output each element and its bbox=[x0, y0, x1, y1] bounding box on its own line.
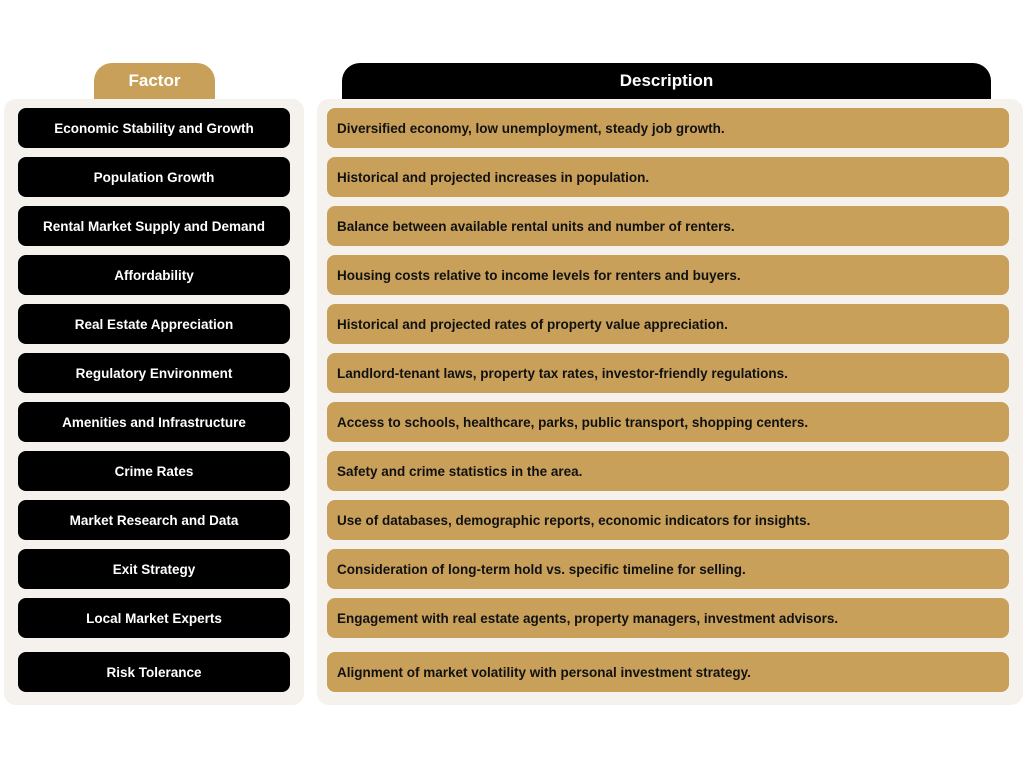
table-row bbox=[0, 451, 1024, 491]
description-cell: Balance between available rental units and number of renters. bbox=[327, 206, 1009, 246]
table-row bbox=[0, 402, 1024, 442]
description-cell: Access to schools, healthcare, parks, public transport, shopping centers. bbox=[327, 402, 1009, 442]
description-cell: Consideration of long-term hold vs. specific timeline for selling. bbox=[327, 549, 1009, 589]
description-cell: Engagement with real estate agents, property managers, investment advisors. bbox=[327, 598, 1009, 638]
table-row bbox=[0, 206, 1024, 246]
factor-cell: Exit Strategy bbox=[18, 549, 290, 589]
factor-cell: Economic Stability and Growth bbox=[18, 108, 290, 148]
factor-cell: Market Research and Data bbox=[18, 500, 290, 540]
table-row bbox=[0, 549, 1024, 589]
table-row bbox=[0, 598, 1024, 638]
description-cell: Historical and projected rates of property value appreciation. bbox=[327, 304, 1009, 344]
table-row bbox=[0, 255, 1024, 295]
table-row bbox=[0, 652, 1024, 692]
table-row bbox=[0, 500, 1024, 540]
factor-cell: Local Market Experts bbox=[18, 598, 290, 638]
description-cell: Alignment of market volatility with personal investment strategy. bbox=[327, 652, 1009, 692]
factor-cell: Rental Market Supply and Demand bbox=[18, 206, 290, 246]
description-cell: Housing costs relative to income levels for renters and buyers. bbox=[327, 255, 1009, 295]
factor-cell: Affordability bbox=[18, 255, 290, 295]
table-row bbox=[0, 157, 1024, 197]
description-header-label: Description bbox=[619, 71, 714, 90]
table-row bbox=[0, 304, 1024, 344]
description-cell: Use of databases, demographic reports, economic indicators for insights. bbox=[327, 500, 1009, 540]
description-cell: Landlord-tenant laws, property tax rates, investor-friendly regulations. bbox=[327, 353, 1009, 393]
factor-cell: Regulatory Environment bbox=[18, 353, 290, 393]
description-cell: Historical and projected increases in population. bbox=[327, 157, 1009, 197]
factor-cell: Real Estate Appreciation bbox=[18, 304, 290, 344]
description-cell: Diversified economy, low unemployment, steady job growth. bbox=[327, 108, 1009, 148]
factor-header-label: Factor bbox=[128, 71, 181, 90]
factor-cell: Crime Rates bbox=[18, 451, 290, 491]
table-row bbox=[0, 353, 1024, 393]
factor-cell: Population Growth bbox=[18, 157, 290, 197]
factor-cell: Amenities and Infrastructure bbox=[18, 402, 290, 442]
factor-cell: Risk Tolerance bbox=[18, 652, 290, 692]
description-cell: Safety and crime statistics in the area. bbox=[327, 451, 1009, 491]
table-row bbox=[0, 108, 1024, 148]
